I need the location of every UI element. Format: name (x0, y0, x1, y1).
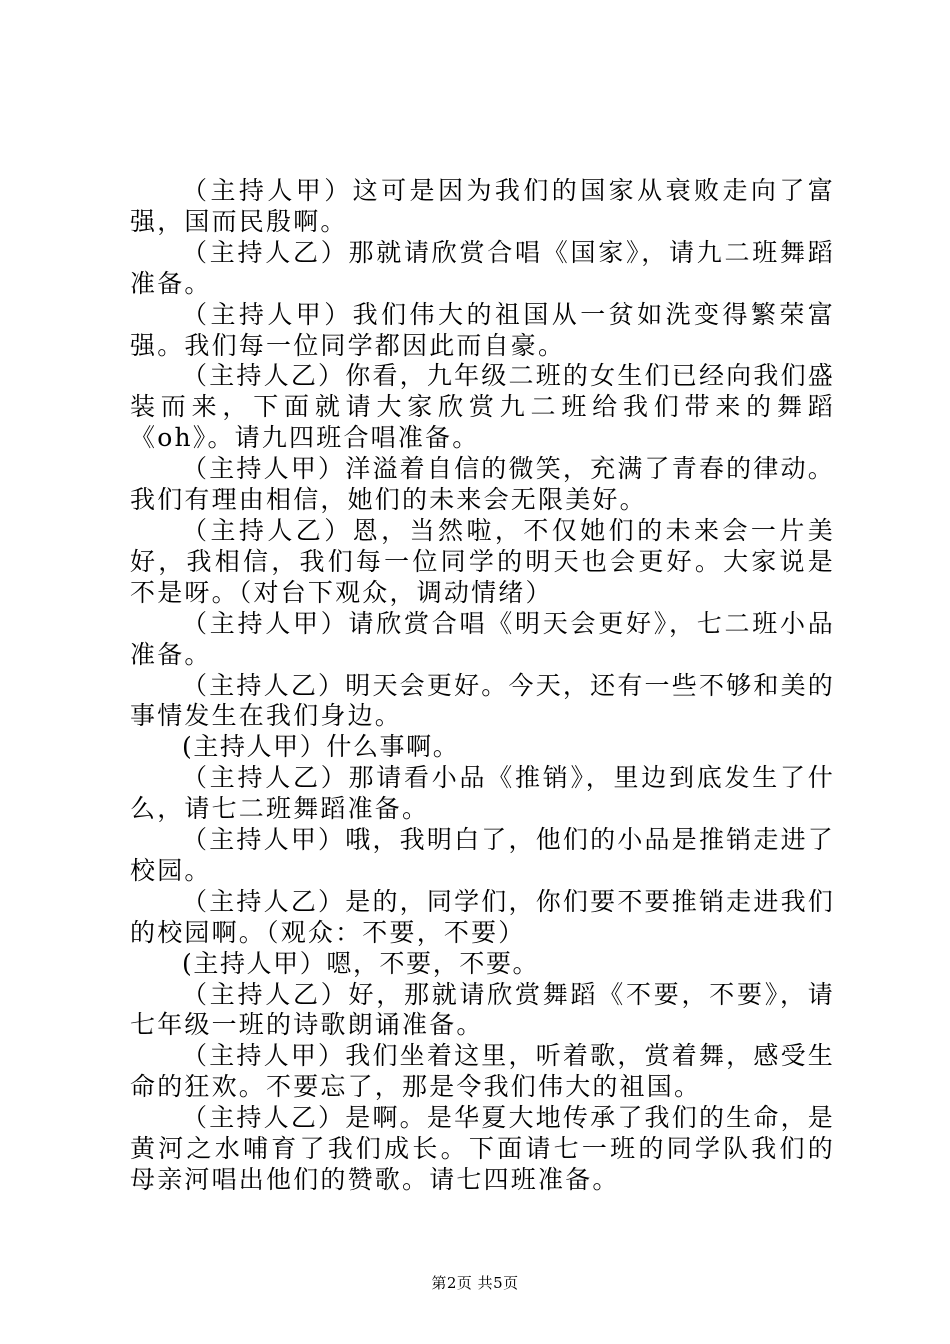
paragraph: (主持人甲）什么事啊。 (182, 732, 460, 762)
document-body (130, 176, 835, 1196)
paragraph: （主持人乙）你看，九年级二班的女生们已经向我们盛装而来，下面就请大家欣赏九二班给我们带来的舞蹈《oh》。请九四班合唱准备。 (130, 361, 835, 453)
paragraph: (主持人甲）嗯，不要，不要。 (182, 948, 540, 978)
paragraph: （主持人乙）是的，同学们，你们要不要推销走进我们的校园啊。（观众：不要，不要） (130, 886, 835, 947)
paragraph: （主持人甲）我们伟大的祖国从一贫如洗变得繁荣富强。我们每一位同学都因此而自豪。 (130, 299, 835, 360)
paragraph: （主持人甲）我们坐着这里，听着歌，赏着舞，感受生命的狂欢。不要忘了，那是令我们伟大的祖国。 (130, 1041, 835, 1102)
paragraph: （主持人甲）请欣赏合唱《明天会更好》，七二班小品准备。 (130, 608, 835, 669)
page-number-footer: 第2页 共5页 (431, 1274, 519, 1292)
paragraph: （主持人乙）明天会更好。今天，还有一些不够和美的事情发生在我们身边。 (130, 670, 835, 731)
paragraph: （主持人乙）是啊。是华夏大地传承了我们的生命，是黄河之水哺育了我们成长。下面请七一班的同学队我们的母亲河唱出他们的赞歌。请七四班准备。 (130, 1103, 835, 1194)
paragraph: （主持人甲）洋溢着自信的微笑，充满了青春的律动。我们有理由相信，她们的未来会无限美好。 (130, 454, 835, 515)
paragraph: （主持人乙）那就请欣赏合唱《国家》，请九二班舞蹈准备。 (130, 237, 835, 298)
paragraph: （主持人乙）好，那就请欣赏舞蹈《不要，不要》，请七年级一班的诗歌朗诵准备。 (130, 979, 835, 1040)
paragraph: （主持人乙）恩，当然啦，不仅她们的未来会一片美好，我相信，我们每一位同学的明天也会更好。大家说是不是呀。（对台下观众，调动情绪） (130, 515, 835, 607)
paragraph: （主持人甲）这可是因为我们的国家从衰败走向了富强，国而民殷啊。 (130, 176, 835, 236)
paragraph: （主持人乙）那请看小品《推销》，里边到底发生了什么，请七二班舞蹈准备。 (130, 763, 835, 824)
paragraph: （主持人甲）哦，我明白了，他们的小品是推销走进了校园。 (130, 825, 835, 885)
